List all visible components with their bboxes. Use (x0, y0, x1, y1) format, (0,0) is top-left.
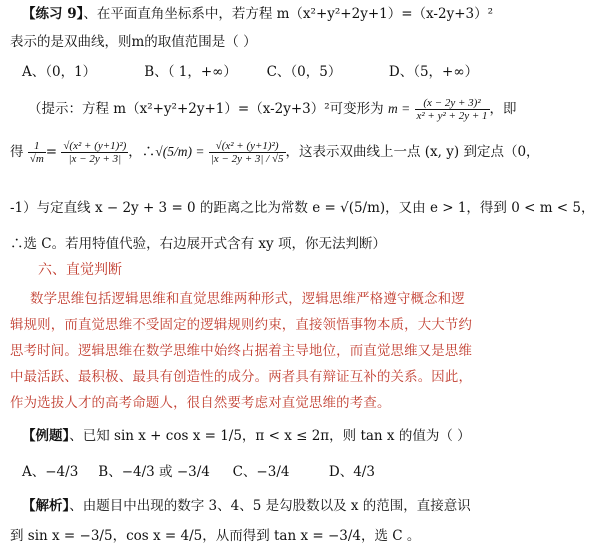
analysis-line-2: 到 sin x = −3/5，cos x = 4/5，从而得到 tan x = −3/4，选 C 。 (10, 528, 421, 544)
hint-fraction-1-den: x² + y² + 2y + 1 (416, 110, 488, 122)
exercise-question-text: 、在平面直角坐标系中，若方程 m（x²+y²+2y+1）=（x-2y+3）² (83, 6, 494, 22)
hint2-fraction-c (209, 140, 286, 165)
hint-fraction-1-num: (x − 2y + 3)² (423, 97, 481, 109)
example-label: 【例题】 (22, 428, 70, 444)
exercise-options (22, 64, 492, 80)
hint-line-2 (10, 132, 540, 172)
example-options (22, 464, 492, 480)
hint2-fraction-a-num: 1 (34, 140, 40, 152)
section-paragraph-line-1: 数学思维包括逻辑思维和直觉思维两种形式，逻辑思维严格遵守概念和逻 (30, 292, 465, 307)
analysis-label: 【解析】 (22, 498, 70, 514)
option-d: D、（5，+∞） (388, 64, 479, 80)
hint-m: m = (387, 101, 411, 116)
option-c: C、（0，5） (266, 64, 342, 80)
example-option-d: D、4/3 (328, 464, 375, 480)
section-paragraph-line-3: 思考时间。逻辑思维在数学思维中始终占据着主导地位，而直觉思维又是思维 (10, 344, 473, 359)
exercise-question-line-2: 表示的是双曲线，则m的取值范围是（ ） (10, 34, 257, 50)
hint-ji: ，即 (489, 101, 517, 117)
example-option-b: B、−4/3 或 −3/4 (98, 464, 210, 480)
option-b: B、（ 1，+∞） (144, 64, 237, 80)
hint2-fraction-a (28, 140, 46, 165)
hint2-fraction-b-den: |x − 2y + 3| (61, 152, 128, 165)
hint-prefix: （提示：方程 m（x²+y²+2y+1）=（x-2y+3）²可变形为 (28, 101, 388, 117)
example-option-a: A、−4/3 (22, 464, 79, 480)
analysis-line-1 (22, 498, 471, 514)
example-option-c: C、−3/4 (232, 464, 290, 480)
example-question-text: 、已知 sin x + cos x = 1/5，π < x ≤ 2π，则 tan x 的值为（ ） (69, 428, 471, 444)
hint2-therefore: ，∴ (128, 144, 156, 160)
hint2-fraction-b-num: √(x² + (y+1)²) (63, 140, 127, 152)
hint-line-4: ∴选 C。若用特值代验，右边展开式含有 xy 项，你无法判断） (10, 236, 386, 252)
section-paragraph-line-4: 中最活跃、最积极、最具有创造性的成分。两者具有辩证互补的关系。因此， (10, 370, 473, 385)
hint2-fraction-c-num: √(x² + (y+1)²) (215, 140, 279, 152)
example-question (22, 428, 471, 444)
hint2-de: 得 (10, 144, 24, 160)
option-a: A、（0，1） (22, 64, 97, 80)
hint2-tail: ，这表示双曲线上一点 (x, y) 到定点（0， (285, 144, 540, 160)
section-paragraph-line-2: 辑规则，而直觉思维不受固定的逻辑规则约束，直接领悟事物本质，大大节约 (10, 318, 473, 333)
exercise-label: 【练习 9】 (22, 6, 84, 22)
hint2-eq: = (45, 144, 58, 160)
hint2-fraction-a-den: √m (29, 153, 44, 165)
hint-line-1 (28, 92, 517, 126)
section-title: 六、直觉判断 (38, 262, 122, 278)
exercise-question-line-1 (22, 6, 493, 22)
hint-line-3: -1）与定直线 x − 2y + 3 = 0 的距离之比为常数 e = √(5/m)，又由 e > 1，得到 0 < m < 5， (10, 200, 595, 216)
hint2-fraction-b (61, 140, 128, 165)
analysis-text-1: 、由题目中出现的数字 3、4、5 是勾股数以及 x 的范围，直接意识 (69, 498, 471, 514)
hint2-sqrt5m: √(5/m) = (155, 144, 205, 159)
hint-fraction-1 (415, 97, 490, 122)
hint2-fraction-c-den: |x − 2y + 3| / √5 (210, 153, 284, 165)
section-paragraph-line-5: 作为选拔人才的高考命题人，很自然要考虑对直觉思维的考查。 (10, 396, 391, 411)
